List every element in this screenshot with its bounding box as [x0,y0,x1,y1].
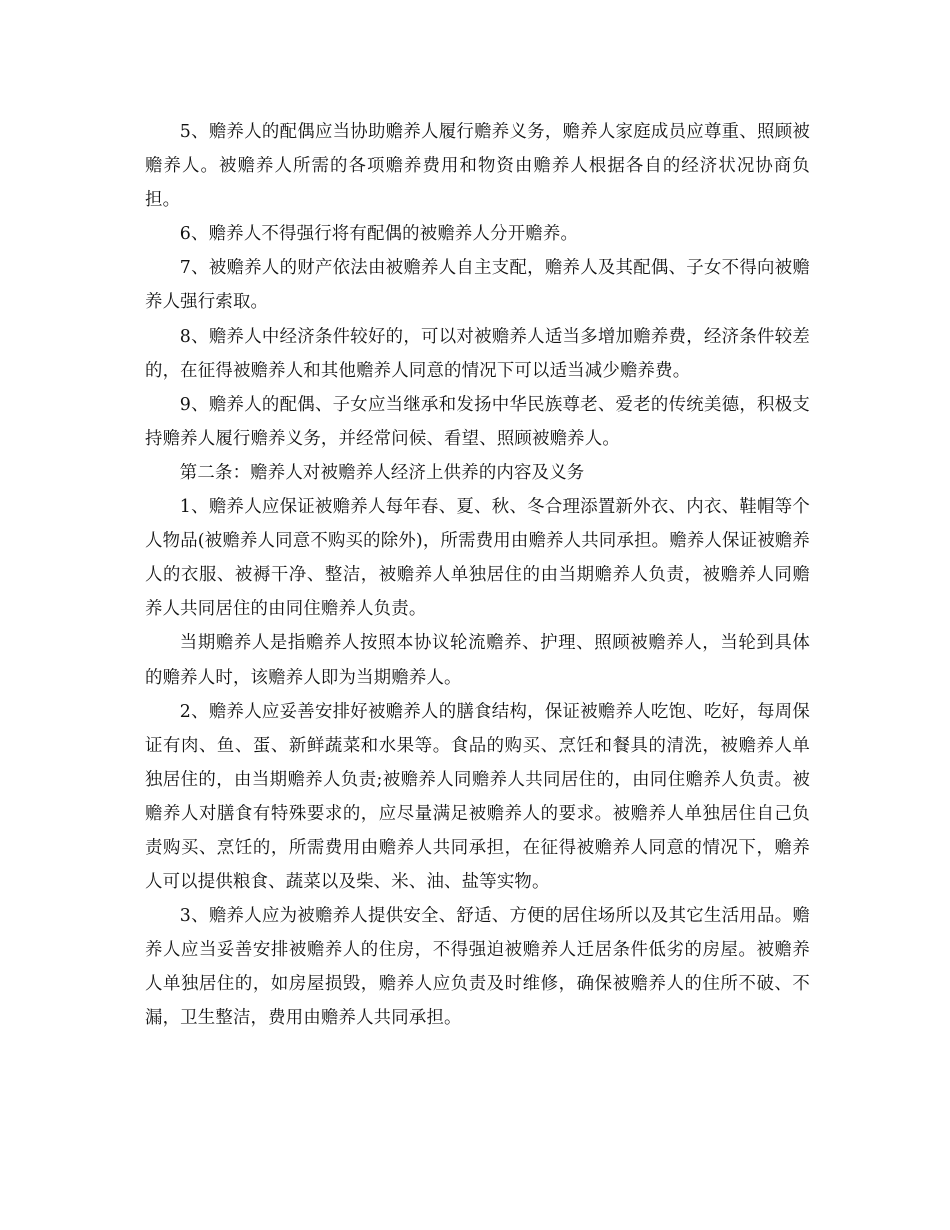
paragraph: 当期赡养人是指赡养人按照本协议轮流赡养、护理、照顾被赡养人，当轮到具体的赡养人时，该赡养人即为当期赡养人。 [145,633,810,688]
paragraph: 3、赡养人应为被赡养人提供安全、舒适、方便的居住场所以及其它生活用品。赡养人应当妥善安排被赡养人的住房，不得强迫被赡养人迁居条件低劣的房屋。被赡养人单独居住的，如房屋损毁，赡养人应负责及时维修，确保被赡养人的住所不破、不漏，卫生整洁，费用由赡养人共同承担。 [145,906,810,1029]
paragraph: 6、赡养人不得强行将有配偶的被赡养人分开赡养。 [179,224,579,245]
paragraph: 5、赡养人的配偶应当协助赡养人履行赡养义务，赡养人家庭成员应尊重、照顾被赡养人。被赡养人所需的各项赡养费用和物资由赡养人根据各自的经济状况协商负担。 [145,122,810,211]
paragraph: 第二条：赡养人对被赡养人经济上供养的内容及义务 [179,462,585,483]
document-body [145,115,810,1036]
paragraph: 2、赡养人应妥善安排好被赡养人的膳食结构，保证被赡养人吃饱、吃好，每周保证有肉、鱼、蛋、新鲜蔬菜和水果等。食品的购买、烹饪和餐具的清洗，被赡养人单独居住的，由当期赡养人负责;被赡养人同赡养人共同居住的，由同住赡养人负责。被赡养人对膳食有特殊要求的，应尽量满足被赡养人的要求。被赡养人单独居住自己负责购买、烹饪的，所需费用由赡养人共同承担，在征得被赡养人同意的情况下，赡养人可以提供粮食、蔬菜以及柴、米、油、盐等实物。 [145,701,810,893]
paragraph: 7、被赡养人的财产依法由被赡养人自主支配，赡养人及其配偶、子女不得向被赡养人强行索取。 [145,258,810,313]
paragraph: 9、赡养人的配偶、子女应当继承和发扬中华民族尊老、爱老的传统美德，积极支持赡养人履行赡养义务，并经常问候、看望、照顾被赡养人。 [145,394,810,449]
paragraph: 8、赡养人中经济条件较好的，可以对被赡养人适当多增加赡养费，经济条件较差的，在征得被赡养人和其他赡养人同意的情况下可以适当减少赡养费。 [145,326,810,381]
paragraph: 1、赡养人应保证被赡养人每年春、夏、秋、冬合理添置新外衣、内衣、鞋帽等个人物品(被赡养人同意不购买的除外)，所需费用由赡养人共同承担。赡养人保证被赡养人的衣服、被褥干净、整洁，被赡养人单独居住的由当期赡养人负责，被赡养人同赡养人共同居住的由同住赡养人负责。 [145,497,810,620]
